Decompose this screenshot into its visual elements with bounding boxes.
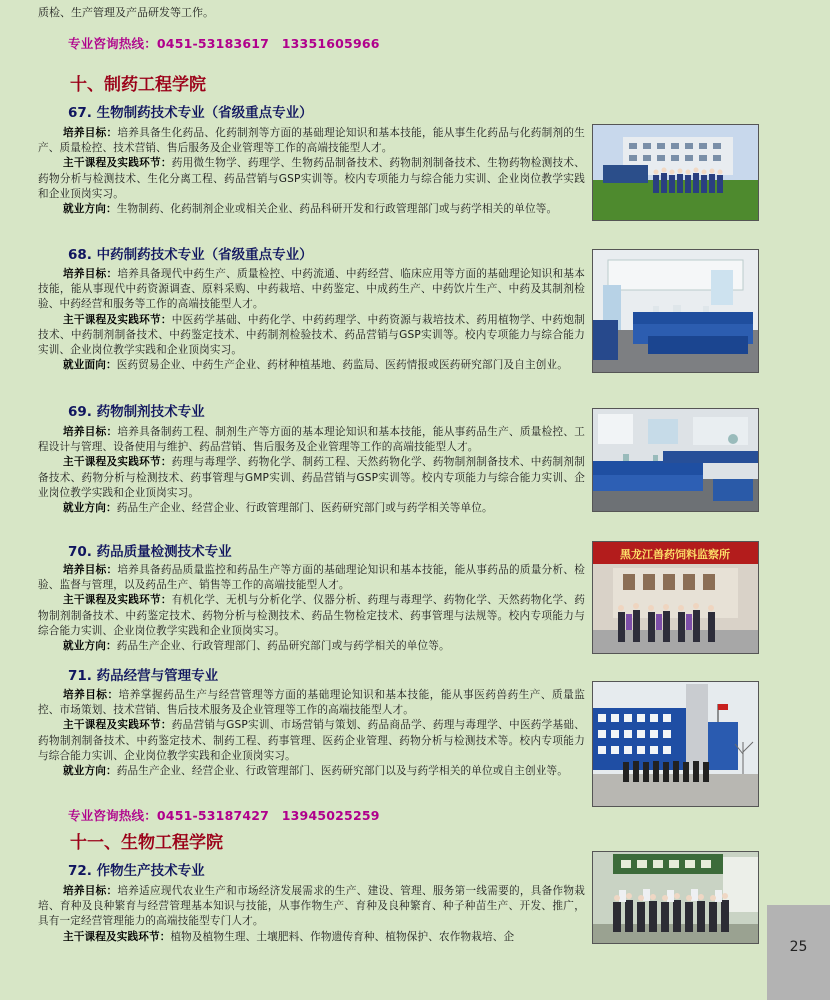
courses-label: 主干课程及实践环节： bbox=[63, 456, 172, 469]
courses-label: 主干课程及实践环节： bbox=[63, 594, 172, 607]
campus-building-photo bbox=[592, 681, 759, 807]
goal-label: 培养目标： bbox=[63, 426, 118, 438]
goal-text: 培养具备制药工程、制剂生产等方面的基本理论知识和基本技能，能从事药品生产、质量检控、工程设计与管理、设备使用与维护、药品营销、售后服务及企业管理等工作的高端技能型人才。 bbox=[38, 426, 585, 454]
major-title: 67. 生物制药技术专业（省级重点专业） bbox=[68, 105, 313, 121]
goal-text: 培养适应现代农业生产和市场经济发展需求的生产、建设、管理、服务第一线需要的，具备作物栽培、育种及良种繁育与经营管理基本知识与技能，从事作物生产、育种及良种繁育、种子种苗生产、开发、推广，具有一定经营管理能力的高端技能型专门人才。 bbox=[38, 885, 585, 928]
page-number-tab bbox=[767, 905, 830, 1000]
major-description bbox=[38, 425, 585, 516]
courses-label: 主干课程及实践环节： bbox=[63, 719, 172, 732]
lab-photo bbox=[592, 249, 759, 373]
major-title: 69. 药物制剂技术专业 bbox=[68, 404, 205, 420]
career-label: 就业方向： bbox=[63, 203, 117, 216]
section-heading: 十、制药工程学院 bbox=[70, 75, 206, 95]
courses-text: 有机化学、无机与分析化学、仪器分析、药理与毒理学、药物化学、天然药物化学、药物制剂制备技术、中药鉴定技术、药物分析与检测技术、药品生物检定技术、药事管理与法规等。校内专项能力与综合能力实训、企业岗位教学实践和企业顶岗实习。 bbox=[38, 594, 585, 637]
career-text: 药品生产企业、经营企业、行政管理部门、医药研究部门以及与药学相关的单位或自主创业等。 bbox=[116, 765, 568, 778]
goal-label: 培养目标： bbox=[63, 127, 118, 139]
group-photo bbox=[592, 851, 759, 944]
consult-hotline: 专业咨询热线：0451-53183617 13351605966 bbox=[68, 36, 380, 51]
goal-label: 培养目标： bbox=[63, 268, 118, 280]
major-title: 72. 作物生产技术专业 bbox=[68, 863, 205, 879]
major-description bbox=[38, 126, 585, 217]
major-title: 71. 药品经营与管理专业 bbox=[68, 668, 219, 684]
major-title: 70. 药品质量检测技术专业 bbox=[68, 544, 232, 560]
continued-text: 质检、生产管理及产品研发等工作。 bbox=[38, 6, 214, 19]
major-description bbox=[38, 688, 585, 779]
section-heading: 十一、生物工程学院 bbox=[70, 833, 223, 853]
page-number: 25 bbox=[789, 939, 808, 955]
campus-group-photo bbox=[592, 124, 759, 221]
goal-text: 培养掌握药品生产与经营管理等方面的基础理论知识和基本技能，能从事医药兽药生产、质量监控、市场策划、技术营销、售后技术服务及企业管理等工作的高端技能型人才。 bbox=[38, 689, 586, 717]
career-label: 就业方向： bbox=[63, 502, 117, 515]
career-label: 就业方向： bbox=[63, 640, 117, 653]
courses-text: 植物及植物生理、土壤肥料、作物遗传育种、植物保护、农作物栽培、企 bbox=[170, 930, 515, 943]
career-text: 药品生产企业、经营企业、行政管理部门、医药研究部门或与药学相关等单位。 bbox=[116, 502, 493, 515]
career-text: 生物制药、化药制剂企业或相关企业、药品科研开发和行政管理部门或与药学相关的单位等。 bbox=[116, 203, 558, 216]
consult-hotline: 专业咨询热线：0451-53187427 13945025259 bbox=[68, 808, 380, 823]
courses-text: 药用微生物学、药理学、生物药品制备技术、药物制剂制备技术、生物药物检测技术、药物分析与检测技术、生化分离工程、药品营销与GSP实训等。校内专项能力与综合能力实训、企业岗位教学实践和企业顶岗实习。 bbox=[38, 157, 585, 200]
major-description bbox=[38, 267, 585, 373]
institute-group-photo bbox=[592, 541, 759, 654]
goal-label: 培养目标： bbox=[63, 564, 118, 576]
major-description bbox=[38, 563, 585, 654]
goal-text: 培养具备现代中药生产、质量检控、中药流通、中药经营、临床应用等方面的基础理论知识和基本技能，能从事现代中药资源调查、原料采购、中药栽培、中药鉴定、中成药生产、中药饮片生产、中药及其制剂检验、中药经营和服务等工作的高端技能型人才。 bbox=[38, 268, 585, 311]
career-label: 就业面向： bbox=[63, 359, 117, 372]
major-title: 68. 中药制药技术专业（省级重点专业） bbox=[68, 247, 313, 263]
goal-label: 培养目标： bbox=[63, 885, 118, 897]
courses-text: 中医药学基础、中药化学、中药药理学、中药资源与栽培技术、药用植物学、中药炮制技术、中药制剂制备技术、中药鉴定技术、中药制剂检验技术、药品营销与GSP实训等。校内专项能力与综合能力实训、企业岗位教学实践和企业顶岗实习。 bbox=[38, 313, 585, 357]
courses-text: 药理与毒理学、药物化学、制药工程、天然药物化学、药物制剂制备技术、中药制剂制备技术、药物分析与检测技术、药事管理与GMP实训、药品营销与GSP实训等。校内专项能力与综合能力实训、企业岗位教学实践和企业顶岗实习。 bbox=[38, 456, 585, 499]
courses-text: 药品营销与GSP实训、市场营销与策划、药品商品学、药理与毒理学、中医药学基础、药物制剂制备技术、中药鉴定技术、制药工程、药事管理、医药企业管理、药物分析与检测技术等。校内专项能力与综合能力实训、企业岗位教学实践和企业顶岗实习。 bbox=[38, 719, 586, 762]
institute-sign: 黑龙江兽药饲料监察所 bbox=[620, 548, 730, 561]
goal-text: 培养具备生化药品、化药制剂等方面的基础理论知识和基本技能，能从事生化药品与化药制剂的生产、质量检控、技术营销、售后服务及企业管理等工作的高端技能型人才。 bbox=[38, 127, 585, 155]
courses-label: 主干课程及实践环节： bbox=[63, 313, 172, 326]
career-label: 就业方向： bbox=[63, 765, 117, 778]
goal-text: 培养具备药品质量监控和药品生产等方面的基础理论知识和基本技能，能从事药品的质量分析、检验、监督与管理，以及药品生产、销售等工作的高端技能型人才。 bbox=[38, 564, 585, 592]
lab-photo bbox=[592, 408, 759, 512]
major-description bbox=[38, 884, 585, 945]
career-text: 药品生产企业、行政管理部门、药品研究部门或与药学相关的单位等。 bbox=[116, 640, 450, 653]
goal-label: 培养目标： bbox=[63, 689, 119, 701]
courses-label: 主干课程及实践环节： bbox=[63, 157, 172, 170]
career-text: 医药贸易企业、中药生产企业、药材种植基地、药监局、医药情报或医药研究部门及自主创业。 bbox=[116, 359, 568, 372]
courses-label: 主干课程及实践环节： bbox=[63, 930, 171, 943]
